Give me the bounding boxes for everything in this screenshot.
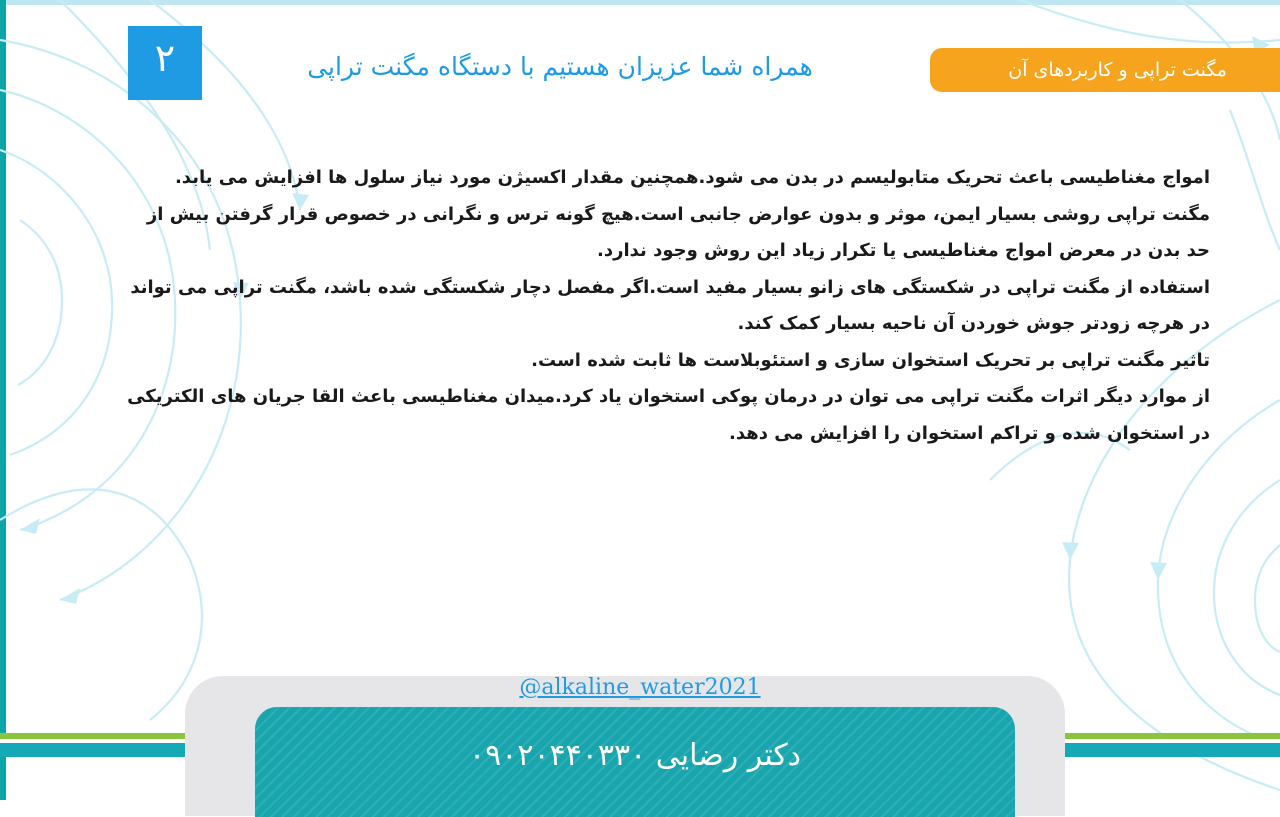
page-title: همراه شما عزیزان هستیم با دستگاه مگنت تراپی — [307, 52, 813, 81]
body-line: حد بدن در معرض امواج مغناطیسی یا تکرار زیاد این روش وجود ندارد. — [597, 240, 1210, 261]
body-line: در هرچه زودتر جوش خوردن آن ناحیه بسیار کمک کند. — [737, 313, 1210, 334]
footer-contact: دکتر رضایی ۰۹۰۲۰۴۴۰۳۳۰ — [468, 738, 802, 773]
article-body — [90, 160, 1210, 452]
page-number: ۲ — [154, 36, 176, 80]
body-line: امواج مغناطیسی باعث تحریک متابولیسم در بدن می شود.همچنین مقدار اکسیژن مورد نیاز سلول ها افزایش می یابد. — [174, 167, 1210, 188]
section-tag — [930, 48, 1280, 92]
body-line: تاثیر مگنت تراپی بر تحریک استخوان سازی و استئوبلاست ها ثابت شده است. — [531, 349, 1210, 371]
body-line: از موارد دیگر اثرات مگنت تراپی می توان در درمان پوکی استخوان یاد کرد.میدان مغناطیسی باعث القا جریان های الکتریکی — [127, 386, 1210, 407]
body-line: مگنت تراپی روشی بسیار ایمن، موثر و بدون عوارض جانبی است.هیچ گونه ترس و نگرانی در خصوص قرار گرفتن بیش از — [146, 203, 1210, 225]
body-line: در استخوان شده و تراکم استخوان را افزایش می دهد. — [728, 422, 1210, 444]
section-tag-label: مگنت تراپی و کاربردهای آن — [1008, 59, 1227, 81]
page-number-badge — [128, 26, 202, 100]
body-line: استفاده از مگنت تراپی در شکستگی های زانو بسیار مفید است.اگر مفصل دچار شکستگی شده باشد، مگنت تراپی می تواند — [130, 276, 1210, 298]
social-handle-link[interactable]: @alkaline_water2021 — [519, 675, 761, 700]
